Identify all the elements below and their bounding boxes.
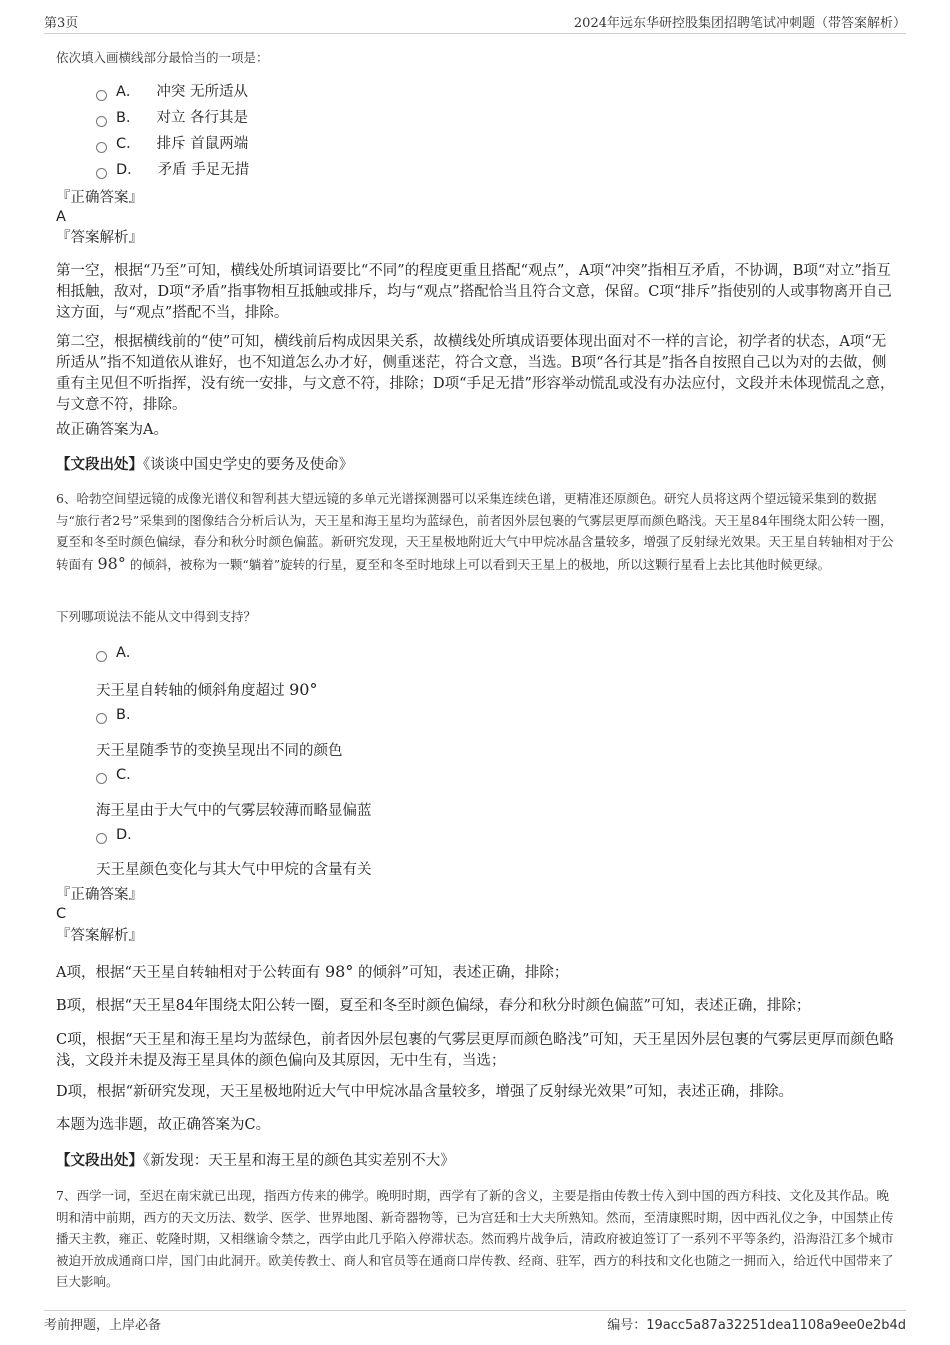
page-number: 第3页 [44,16,79,31]
q5-option-a[interactable]: A． 冲突 无所适从 [96,82,248,102]
q6-angle: 98° [97,553,126,573]
q5-answer-heading: 『正确答案』 [56,190,143,206]
q6-option-a[interactable]: A． [96,643,140,663]
source-label: 【文段出处】 [56,1152,143,1169]
footer-slogan: 考前押题，上岸必备 [44,1318,162,1333]
q6-option-c[interactable]: C. [96,765,131,785]
q5-option-b[interactable]: B． 对立 各行其是 [96,108,248,128]
q6-analysis-d: D项，根据“新研究发现，天王星极地附近大气中甲烷冰晶含量较多，增强了反射绿光效果”可知，表述正确，排除。 [56,1084,793,1100]
q6-answer: C [56,906,67,922]
radio-icon[interactable] [96,168,107,179]
q6-option-d-text: 天王星颜色变化与其大气中甲烷的含量有关 [96,862,372,878]
q7-stem: 7、西学一词，至迟在南宋就已出现，指西方传来的佛学。晚明时期，西学有了新的含义，主要是指由传教士传入到中国的西方科技、文化及其作品。晚明和清中前期，西方的天文历法、数学、医学、世界地图、新奇器物等，已为宫廷和士大夫所熟知。然而，至清康熙时期，因中西礼仪之争，中国禁止传播天主教，雍正、乾隆时期，又相继谕令禁之，西学由此几乎陷入停滞状态。然而鸦片战争后，清政府被迫签订了一系列不平等条约，沿海沿江多个城市被迫开放成通商口岸，国门由此洞开。欧美传教士、商人和官员等在通商口岸传教、经商、驻军，西方的科技和文化也随之一拥而入，给近代中国带来了巨大影响。 [56,1188,894,1289]
source-title: 《新发现：天王星和海王星的颜色其实差别不大》 [143,1153,455,1169]
document-code: 编号：19acc5a87a32251dea1108a9ee0e2b4d [607,1318,906,1333]
radio-icon[interactable] [96,833,107,844]
document-title: 2024年远东华研控股集团招聘笔试冲刺题（带答案解析） [573,16,906,31]
q6-option-b-text: 天王星随季节的变换呈现出不同的颜色 [96,743,343,759]
q5-option-d[interactable]: D． 矛盾 手足无措 [96,160,249,180]
q5-source [56,454,896,476]
q6-analysis-c: C项，根据“天王星和海王星均为蓝绿色，前者因外层包裹的气雾层更厚而颜色略浅”可知，天王星因外层包裹的气雾层更厚而颜色略浅，文段并未提及海王星具体的颜色偏向及其原因，无中生有，当选； [56,1032,894,1069]
q5-analysis-p1: 第一空，根据“乃至”可知，横线处所填词语要比“不同”的程度更重且搭配“观点”，A项“冲突”指相互矛盾，不协调，B项“对立”指互相抵触，敌对，D项“矛盾”指事物相互抵触或排斥，均与“观点”搭配恰当且符合文意，保留。C项“排斥”指使别的人或事物离开自己这方面，与“观点”搭配不当，排除。 [56,263,892,321]
footer-divider [44,1310,906,1311]
q6-analysis-b: B项，根据“天王星84年围绕太阳公转一圈，夏至和冬至时颜色偏绿，春分和秋分时颜色偏蓝”可知，表述正确，排除； [56,998,811,1014]
radio-icon[interactable] [96,773,107,784]
q5-prompt: 依次填入画横线部分最恰当的一项是： [56,50,269,65]
q5-analysis-p2: 第二空，根据横线前的“使”可知，横线前后构成因果关系，故横线处所填成语要体现出面对不一样的言论，初学者的状态，A项“无所适从”指不知道依从谁好，也不知道怎么办才好，侧重迷茫，符合文意，当选。B项“各行其是”指各自按照自己以为对的去做，侧重有主见但不听指挥，没有统一安排，与文意不符，排除；D项“手足无措”形容举动慌乱或没有办法应付，文段并未体现慌乱之意，与文意不符，排除。 [56,334,895,413]
q6-option-b[interactable]: B. [96,705,131,725]
q6-analysis-a: A项，根据“天王星自转轴相对于公转面有 98° 的倾斜”可知，表述正确，排除； [56,962,569,981]
q6-stem: 6、哈勃空间望远镜的成像光谱仪和智利甚大望远镜的多单元光谱探测器可以采集连续色谱，更精准还原颜色。研究人员将这两个望远镜采集到的数据与“旅行者2号”采集到的图像结合分析后认为，天王星和海王星均为蓝绿色，前者因外层包裹的气雾层更厚而颜色略浅。天王星84年围绕太阳公转一圈，夏至和冬至时颜色偏绿，春分和秋分时颜色偏蓝。新研究发现，天王星极地附近大气中甲烷冰晶含量较多，增强了反射绿光效果。天王星自转轴相对于公转面有 98° 的倾斜，被称为一颗“躺着”旋转的行星，夏至和冬至时地球上可以看到天王星上的极地，所以这颗行星看上去比其他时候更绿。 [56,491,894,573]
q5-option-c[interactable]: C． 排斥 首鼠两端 [96,134,248,154]
q5-analysis-p3: 故正确答案为A。 [56,422,168,438]
radio-icon[interactable] [96,116,107,127]
q6-analysis-conclusion: 本题为选非题，故正确答案为C。 [56,1117,271,1133]
q6-analysis-heading: 『答案解析』 [56,928,143,944]
q6-answer-heading: 『正确答案』 [56,887,143,903]
source-label: 【文段出处】 [56,456,143,473]
radio-icon[interactable] [96,142,107,153]
q5-answer: A [56,209,66,225]
q6-option-d[interactable]: D. [96,825,132,845]
q6-option-a-text: 天王星自转轴的倾斜角度超过 90° [96,680,318,699]
q6-question: 下列哪项说法不能从文中得到支持？ [56,609,257,624]
radio-icon[interactable] [96,713,107,724]
source-title: 《谈谈中国史学史的要务及使命》 [143,457,354,473]
radio-icon[interactable] [96,651,107,662]
q5-analysis-heading: 『答案解析』 [56,230,143,246]
q6-option-c-text: 海王星由于大气中的气雾层较薄而略显偏蓝 [96,803,372,819]
header-divider [44,33,906,34]
radio-icon[interactable] [96,90,107,101]
q6-source [56,1150,896,1172]
